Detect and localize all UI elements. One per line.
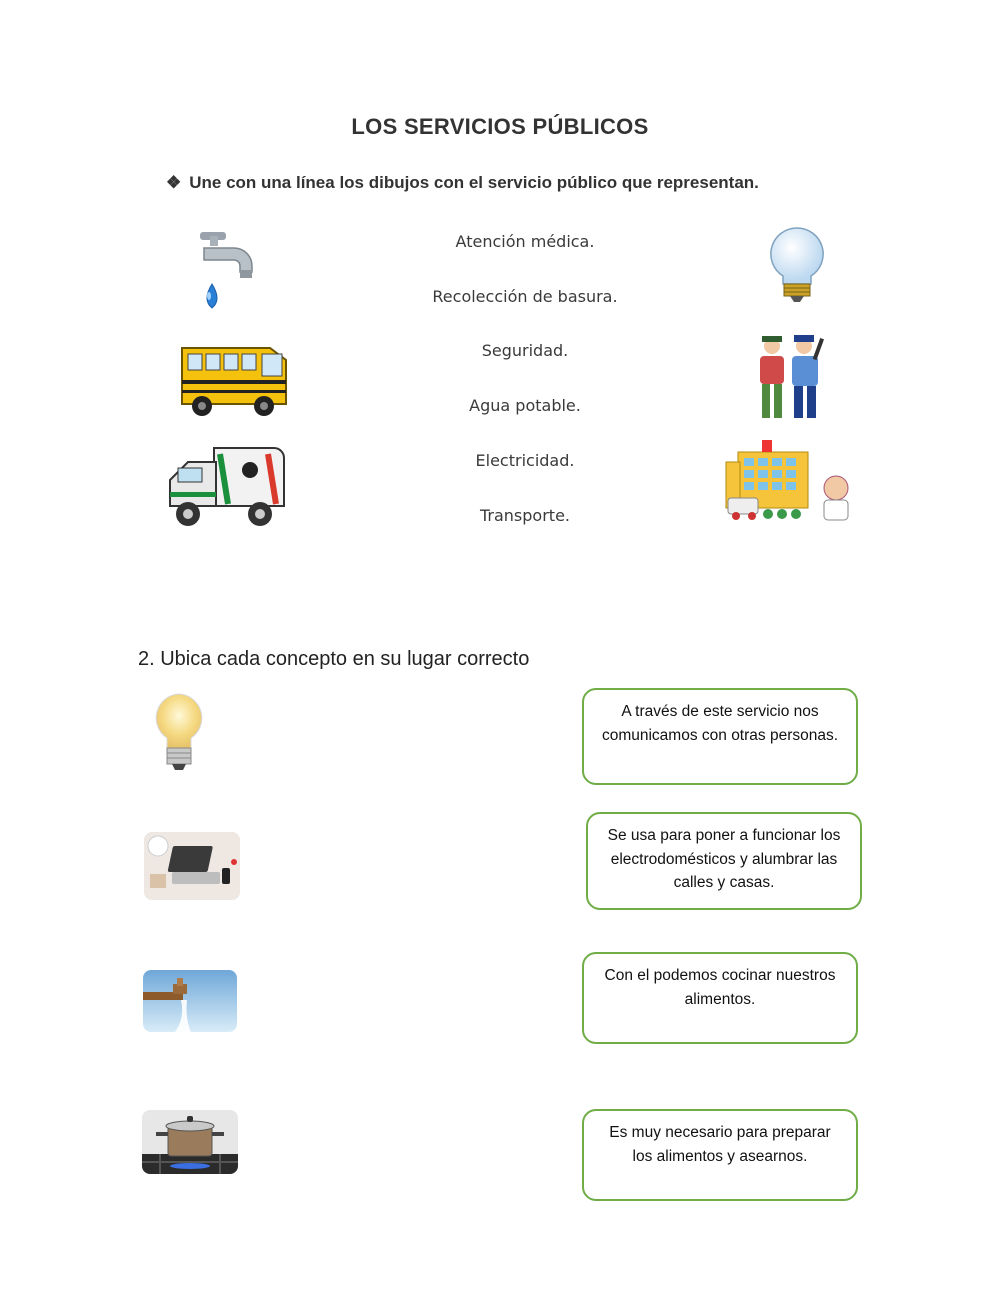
concept-box[interactable]: Es muy necesario para preparar los alimentos y asearnos. [582,1109,858,1201]
instruction [166,173,759,193]
light-bulb-icon [766,224,828,304]
worksheet-title: LOS SERVICIOS PÚBLICOS [351,114,649,139]
hospital-icon [724,438,856,524]
service-word: Transporte. [479,506,570,525]
service-word: Atención médica. [455,232,595,251]
laptop-icon [144,832,240,900]
school-bus-icon [176,334,294,420]
service-word: Seguridad. [481,341,569,360]
cooking-pot-icon [142,1110,238,1174]
concept-box[interactable]: A través de este servicio nos comunicamos con otras personas. [582,688,858,785]
section2-heading: 2. Ubica cada concepto en su lugar correcto [138,648,530,670]
water-faucet-icon [190,226,270,316]
service-word: Agua potable. [469,396,581,415]
instruction-bullet: ❖ [166,173,182,192]
water-tap-icon [143,970,237,1032]
cooking-pot-stove-photo [142,1110,238,1174]
laptop-desk-photo [144,832,240,900]
instruction-text: Une con una línea los dibujos con el servicio público que representan. [189,173,759,192]
concept-box[interactable]: Se usa para poner a funcionar los electrodomésticos y alumbrar las calles y casas. [586,812,862,910]
light-bulb-photo-icon [150,690,208,776]
service-word: Recolección de basura. [432,287,618,306]
concept-box[interactable]: Con el podemos cocinar nuestros alimentos. [582,952,858,1044]
service-word: Electricidad. [475,451,575,470]
police-officers-icon [752,330,832,422]
garbage-truck-icon [164,440,288,534]
water-tap-photo [143,970,237,1032]
